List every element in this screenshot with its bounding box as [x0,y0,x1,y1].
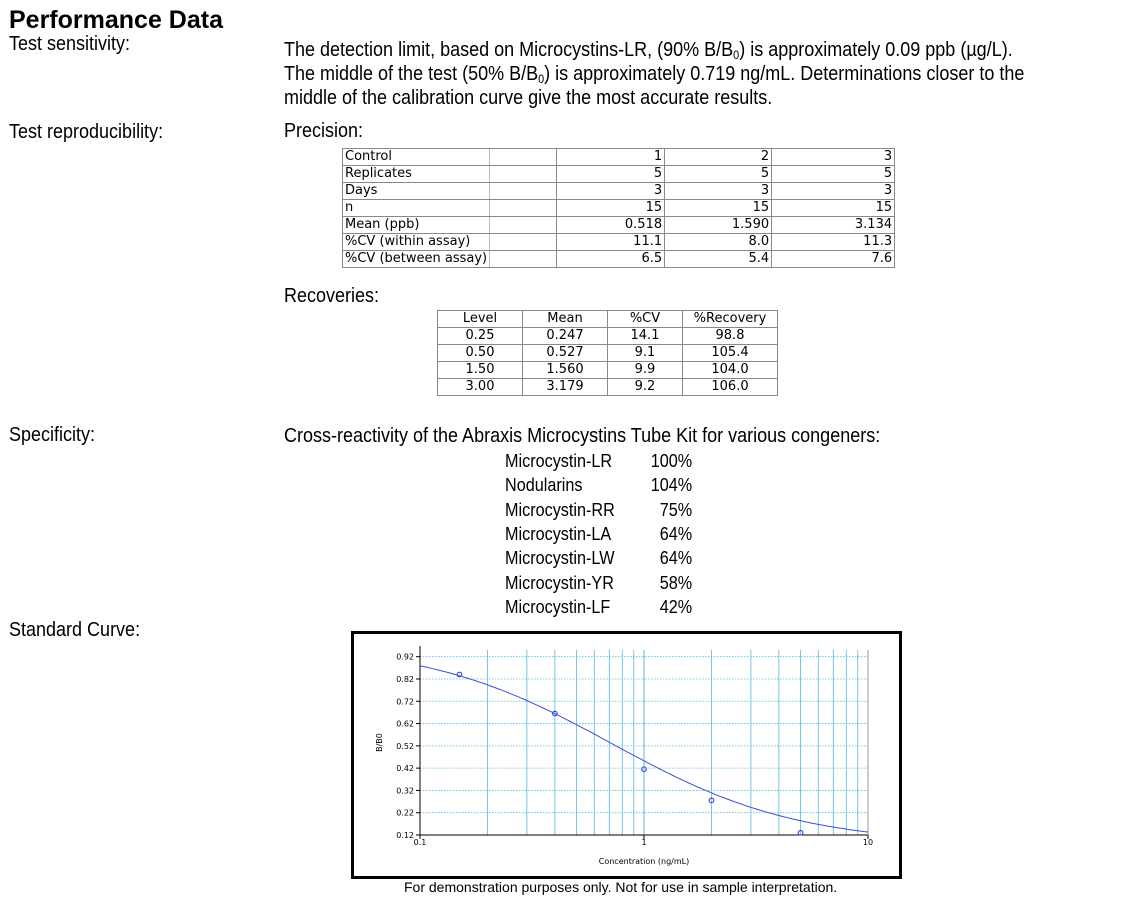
cross-reactivity-item [505,522,692,546]
congener-name: Microcystin-LF [505,596,611,617]
y-tick-label: 0.92 [396,652,414,662]
congener-name: Microcystin-LR [505,451,613,471]
cross-reactivity-item [505,473,692,497]
precision-table [342,148,895,268]
congener-name: Microcystin-YR [505,572,614,593]
cross-reactivity-item [505,571,692,595]
precision-cell [490,149,557,166]
precision-cell: 11.3 [772,234,895,251]
recovery-header-cell: Mean [523,311,608,328]
precision-row-label: %CV (between assay) [343,251,490,268]
precision-cell [490,217,557,234]
precision-cell: 3 [772,149,895,166]
y-tick-label: 0.82 [396,674,414,684]
specificity-label: Specificity: [9,424,96,446]
x-tick-label: 1 [641,838,647,847]
recovery-cell: 3.179 [523,379,608,396]
y-tick-label: 0.72 [396,697,414,707]
recovery-cell: 9.1 [608,345,683,362]
congener-percent: 42% [659,596,693,617]
precision-cell: 5 [665,166,772,183]
precision-row-label: Control [343,149,490,166]
cross-reactivity-item [505,546,692,570]
precision-row-label: Replicates [343,166,490,183]
precision-cell [490,200,557,217]
congener-percent: 64% [659,523,693,544]
precision-cell: 3 [772,183,895,200]
recovery-cell: 104.0 [683,362,778,379]
recovery-cell: 0.50 [438,345,523,362]
recovery-header-cell: %Recovery [683,311,778,328]
recovery-cell: 14.1 [608,328,683,345]
precision-cell: 5 [557,166,665,183]
x-tick-label: 10 [862,838,874,847]
congener-name: Microcystin-LA [505,523,612,544]
precision-row [343,183,895,200]
congener-name: Microcystin-LW [505,548,615,569]
precision-cell: 11.1 [557,234,665,251]
standard-curve-chart [354,634,899,876]
precision-cell [490,183,557,200]
congener-percent: 58% [659,572,693,593]
cross-reactivity-item [505,449,692,473]
precision-row-label: n [343,200,490,217]
precision-cell: 3 [665,183,772,200]
recovery-header-cell: Level [438,311,523,328]
recovery-row [438,345,778,362]
recovery-row [438,328,778,345]
recovery-row [438,362,778,379]
cross-reactivity-item [505,595,692,619]
reproducibility-label: Test reproducibility: [9,121,164,143]
congener-percent: 104% [650,475,693,496]
precision-cell: 6.5 [557,251,665,268]
precision-row-label: %CV (within assay) [343,234,490,251]
y-tick-label: 0.52 [396,741,414,751]
precision-heading: Precision: [284,120,364,142]
recoveries-heading: Recoveries: [284,285,380,307]
recovery-cell: 0.247 [523,328,608,345]
congener-percent: 75% [659,499,693,520]
precision-cell: 3.134 [772,217,895,234]
precision-cell [490,166,557,183]
precision-cell: 1 [557,149,665,166]
sensitivity-label: Test sensitivity: [9,33,131,55]
y-axis-label: B/B0 [375,733,384,752]
congener-percent: 64% [659,548,693,569]
precision-row [343,217,895,234]
recovery-cell: 9.2 [608,379,683,396]
recovery-cell: 0.25 [438,328,523,345]
x-tick-label: 0.1 [413,838,427,847]
y-tick-label: 0.12 [396,831,414,840]
precision-row-label: Mean (ppb) [343,217,490,234]
precision-row [343,200,895,217]
y-tick-label: 0.22 [396,808,414,818]
precision-cell: 7.6 [772,251,895,268]
recovery-header-cell: %CV [608,311,683,328]
recovery-row [438,379,778,396]
congener-name: Microcystin-RR [505,499,615,520]
congener-percent: 100% [650,451,693,471]
recovery-cell: 105.4 [683,345,778,362]
precision-cell: 8.0 [665,234,772,251]
precision-cell: 15 [772,200,895,217]
recovery-cell: 98.8 [683,328,778,345]
recovery-cell: 9.9 [608,362,683,379]
precision-row [343,234,895,251]
precision-row [343,251,895,268]
recovery-cell: 0.527 [523,345,608,362]
y-tick-label: 0.42 [396,764,414,774]
precision-cell: 5.4 [665,251,772,268]
precision-cell: 2 [665,149,772,166]
footnote: For demonstration purposes only. Not for use in sample interpretation. [404,879,838,895]
precision-cell: 15 [557,200,665,217]
chart-grid [420,650,868,835]
standard-curve-label: Standard Curve: [9,619,141,641]
precision-row-label: Days [343,183,490,200]
standard-curve-chart-frame [351,631,902,879]
precision-row [343,166,895,183]
page-title: Performance Data [9,6,223,34]
sensitivity-text: The detection limit, based on Microcystins-LR, (90% $B/B_0$) is approximately 0.09 ppb (µg/L). The middle of the test (50% $B/B_0$) is approximately 0.719 ng/mL. Determinations closer to the middle of the calibration curve give the most accurate results. [284,39,1025,109]
recovery-cell: 3.00 [438,379,523,396]
congener-name: Nodularins [505,475,583,496]
recovery-cell: 1.560 [523,362,608,379]
y-tick-label: 0.32 [396,786,414,796]
precision-cell: 1.590 [665,217,772,234]
precision-cell [490,234,557,251]
recovery-cell: 106.0 [683,379,778,396]
precision-cell: 15 [665,200,772,217]
precision-cell: 5 [772,166,895,183]
x-axis-label: Concentration (ng/mL) [598,857,690,866]
precision-row [343,149,895,166]
precision-cell [490,251,557,268]
cross-reactivity-item [505,498,692,522]
precision-cell: 3 [557,183,665,200]
recovery-table [437,310,778,396]
specificity-intro: Cross-reactivity of the Abraxis Microcystins Tube Kit for various congeners: [284,425,881,447]
y-tick-label: 0.62 [396,719,414,729]
precision-cell: 0.518 [557,217,665,234]
recovery-cell: 1.50 [438,362,523,379]
